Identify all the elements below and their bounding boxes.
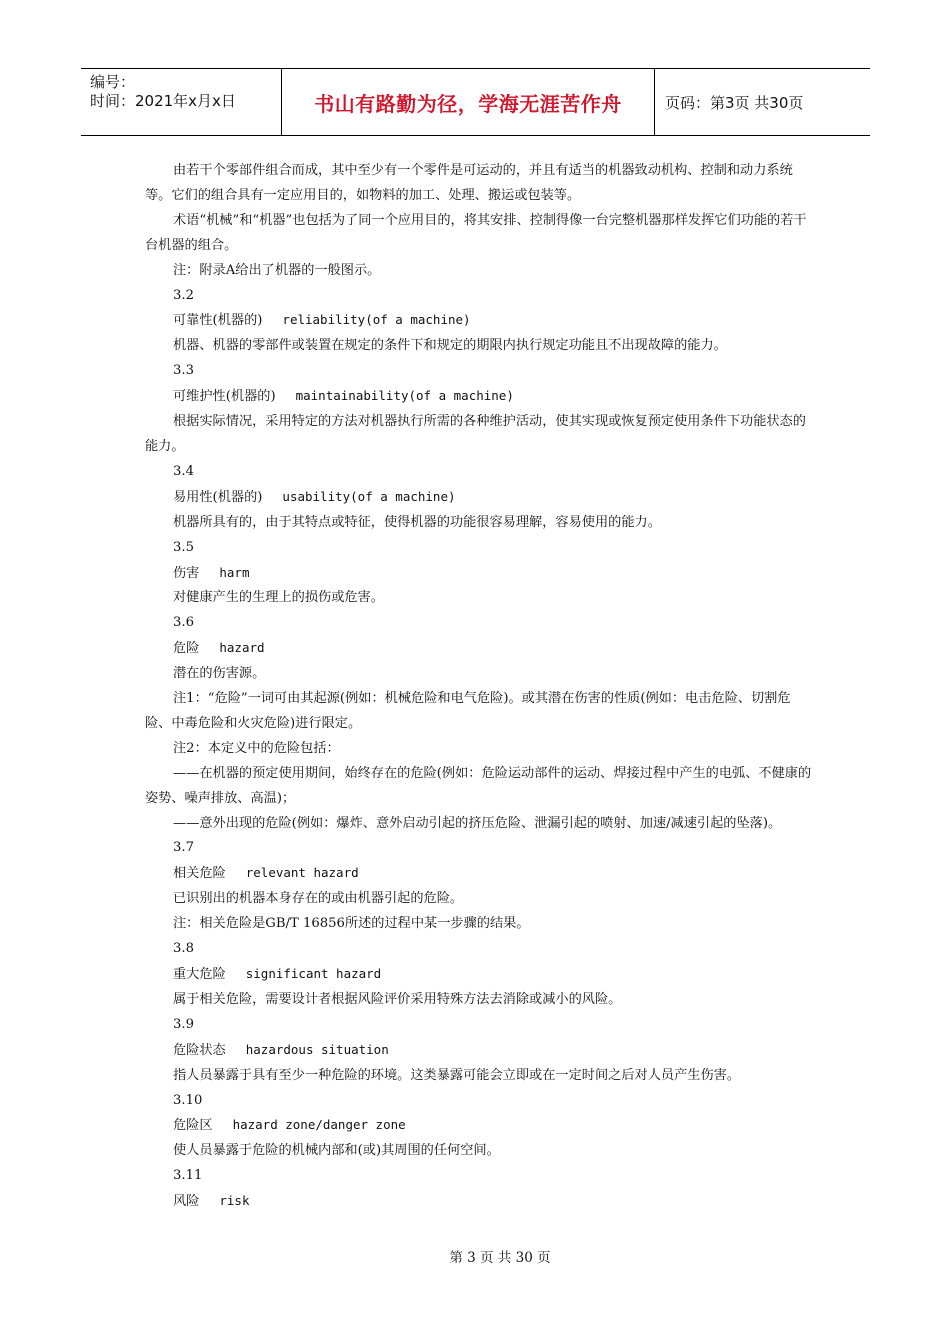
definition: 潜在的伤害源。 (173, 666, 266, 682)
term-zh: 可维护性(机器的) (173, 389, 276, 405)
note-item: ——意外出现的危险(例如：爆炸、意外启动引起的挤压危险、泄漏引起的喷射、加速/减速引起的坠落)。 (173, 815, 782, 831)
header-motto-cell (282, 69, 655, 135)
date-label: 时间：2021年x月x日 (90, 92, 236, 110)
note: 注：附录A给出了机器的一般图示。 (173, 262, 381, 278)
term-heading (145, 861, 813, 887)
section-number: 3.4 (173, 463, 194, 479)
term-en: maintainability(of a machine) (295, 388, 514, 404)
note: 注2：本定义中的危险包括： (173, 740, 340, 756)
term-en: risk (219, 1193, 250, 1209)
term-heading (145, 384, 813, 410)
term-zh: 重大危险 (173, 967, 226, 982)
definition: 对健康产生的生理上的损伤或危害。 (173, 590, 384, 606)
definition: 已识别出的机器本身存在的或由机器引起的危险。 (173, 891, 464, 907)
term-zh: 相关危险 (173, 866, 226, 882)
section-number: 3.6 (173, 615, 194, 631)
term-heading (145, 485, 813, 511)
term-en: harm (219, 564, 250, 580)
term-en: hazard (219, 640, 265, 656)
term-en: hazard zone/danger zone (232, 1117, 406, 1133)
term-heading (145, 1038, 813, 1064)
definition: 机器所具有的，由于其特点或特征，使得机器的功能很容易理解，容易使用的能力。 (173, 514, 661, 530)
definition: 属于相关危险，需要设计者根据风险评价采用特殊方法去消除或减小的风险。 (173, 991, 622, 1007)
term-heading (145, 561, 813, 587)
definition: 指人员暴露于具有至少一种危险的环境。这类暴露可能会立即或在一定时间之后对人员产生伤害。 (173, 1067, 741, 1083)
section-number: 3.3 (173, 363, 194, 379)
term-zh: 危险区 (173, 1118, 213, 1134)
term-en: usability(of a machine) (282, 488, 456, 504)
term-heading (145, 308, 813, 334)
term-heading (145, 1113, 813, 1139)
note: 注：相关危险是GB/T 16856所述的过程中某一步骤的结果。 (173, 916, 530, 932)
paragraph: 术语“机械”和“机器”也包括为了同一个应用目的，将其安排、控制得像一台完整机器那样发挥它们功能的若干台机器的组合。 (145, 212, 807, 253)
page-header (81, 68, 870, 136)
header-page-cell (655, 69, 870, 135)
term-heading (145, 636, 813, 662)
page-footer: 第 3 页 共 30 页 (449, 1250, 551, 1266)
section-number: 3.8 (173, 941, 194, 957)
definition: 机器、机器的零部件或装置在规定的条件下和规定的期限内执行规定功能且不出现故障的能力。 (173, 338, 727, 354)
section-number: 3.7 (173, 840, 194, 856)
number-label: 编号： (90, 73, 136, 91)
term-zh: 危险状态 (173, 1042, 226, 1058)
note: 注1：“危险”一词可由其起源(例如：机械危险和电气危险)。或其潜在伤害的性质(例如：电击危险、切割危险、中毒危险和火灾危险)进行限定。 (145, 691, 791, 731)
section-number: 3.10 (173, 1092, 203, 1108)
term-zh: 伤害 (173, 565, 200, 581)
term-en: significant hazard (245, 966, 382, 981)
term-en: hazardous situation (245, 1041, 389, 1057)
motto: 书山有路勤为径，学海无涯苦作舟 (314, 91, 622, 116)
term-heading (145, 1189, 813, 1215)
note-item: ——在机器的预定使用期间，始终存在的危险(例如：危险运动部件的运动、焊接过程中产生的电弧、不健康的姿势、噪声排放、高温)； (145, 765, 812, 806)
document-body (145, 159, 813, 1215)
section-number: 3.9 (173, 1016, 194, 1032)
section-number: 3.11 (173, 1168, 203, 1184)
section-number: 3.2 (173, 287, 194, 303)
paragraph: 由若干个零部件组合而成，其中至少有一个零件是可运动的，并且有适当的机器致动机构、控制和动力系统等。它们的组合具有一定应用目的，如物料的加工、处理、搬运或包装等。 (145, 163, 793, 203)
term-zh: 可靠性(机器的) (173, 313, 263, 329)
definition: 根据实际情况，采用特定的方法对机器执行所需的各种维护活动，使其实现或恢复预定使用条件下功能状态的能力。 (145, 414, 806, 454)
section-number: 3.5 (173, 539, 194, 555)
term-zh: 危险 (173, 641, 200, 657)
term-en: reliability(of a machine) (282, 312, 471, 328)
header-meta (81, 69, 282, 135)
page-label: 页码：第3页 共30页 (665, 93, 804, 112)
term-zh: 风险 (173, 1194, 200, 1210)
term-heading (145, 962, 813, 988)
term-en: relevant hazard (245, 865, 359, 881)
term-zh: 易用性(机器的) (173, 489, 263, 505)
definition: 使人员暴露于危险的机械内部和(或)其周围的任何空间。 (173, 1143, 500, 1159)
